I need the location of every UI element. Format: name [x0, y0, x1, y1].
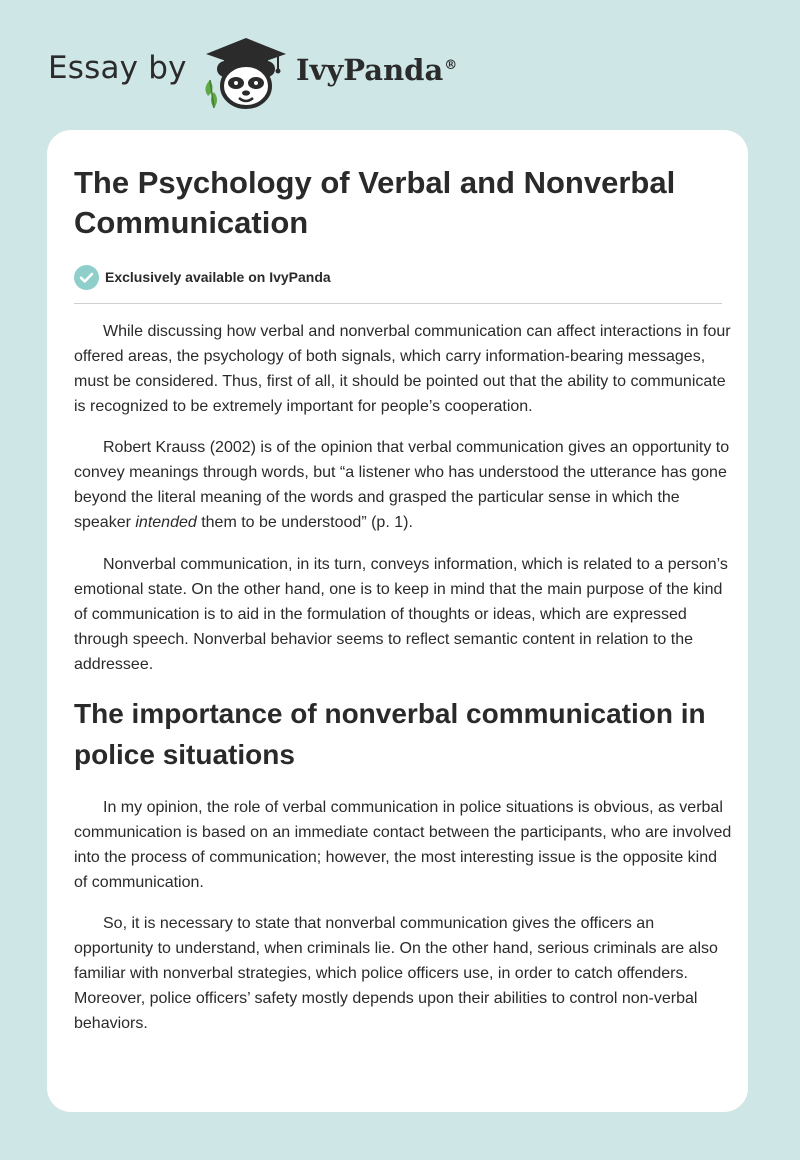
paragraph-police-safety: So, it is necessary to state that nonverbal communication gives the officers an opportunity to understand, when criminals lie. On the other hand, serious criminals are also familiar with nonverbal strategies, which police officers use, in order to catch offenders. Moreover, police officers’ safety mostly depends upon their abilities to control non-verbal behaviors.: [74, 915, 718, 1032]
divider: [74, 303, 722, 304]
paragraph-krauss-before: Robert Krauss (2002) is of the opinion that verbal communication gives an opportunity to convey meanings through words, but “a listener who has understood the utterance has gone beyond the literal meaning of the words and grasped the particular sense in which the speaker: [74, 439, 730, 531]
emphasis-intended: intended: [135, 514, 197, 531]
paragraph-intro: While discussing how verbal and nonverbal communication can affect interactions in four offered areas, the psychology of both signals, which carry information-bearing messages, must be considered. Thus, first of all, it should be pointed out that the ability to communicate is recognized to be extremely important for people’s cooperation.: [74, 323, 731, 415]
panda-graduate-logo-icon[interactable]: [200, 36, 292, 110]
section-heading: The importance of nonverbal communication in police situations: [74, 698, 706, 770]
paragraph-police-role: In my opinion, the role of verbal communication in police situations is obvious, as verbal communication is based on an immediate contact between the participants, who are involved into the process of communication; however, the most interesting issue is the opposite kind of communication.: [74, 799, 732, 891]
check-circle-icon: [74, 265, 99, 290]
essay-by-label: Essay by: [48, 50, 187, 86]
exclusive-label: Exclusively available on IvyPanda: [105, 269, 331, 285]
brand-label: IvyPanda: [296, 53, 444, 87]
registered-mark: ®: [444, 58, 458, 74]
site-header: [0, 0, 800, 130]
essay-card: [47, 130, 748, 1112]
essay-title: The Psychology of Verbal and Nonverbal Communication: [74, 165, 676, 240]
paragraph-krauss: [74, 435, 734, 535]
brand-name[interactable]: [296, 53, 457, 87]
paragraph-nonverbal: Nonverbal communication, in its turn, conveys information, which is related to a person’s emotional state. On the other hand, one is to keep in mind that the main purpose of the kind of communication is to aid in the formulation of thoughts or ideas, which are expressed through speech. Nonverbal behavior seems to reflect semantic content in relation to the addressee.: [74, 556, 728, 673]
exclusive-availability: [74, 264, 331, 290]
paragraph-krauss-after: them to be understood” (p. 1).: [196, 514, 413, 531]
